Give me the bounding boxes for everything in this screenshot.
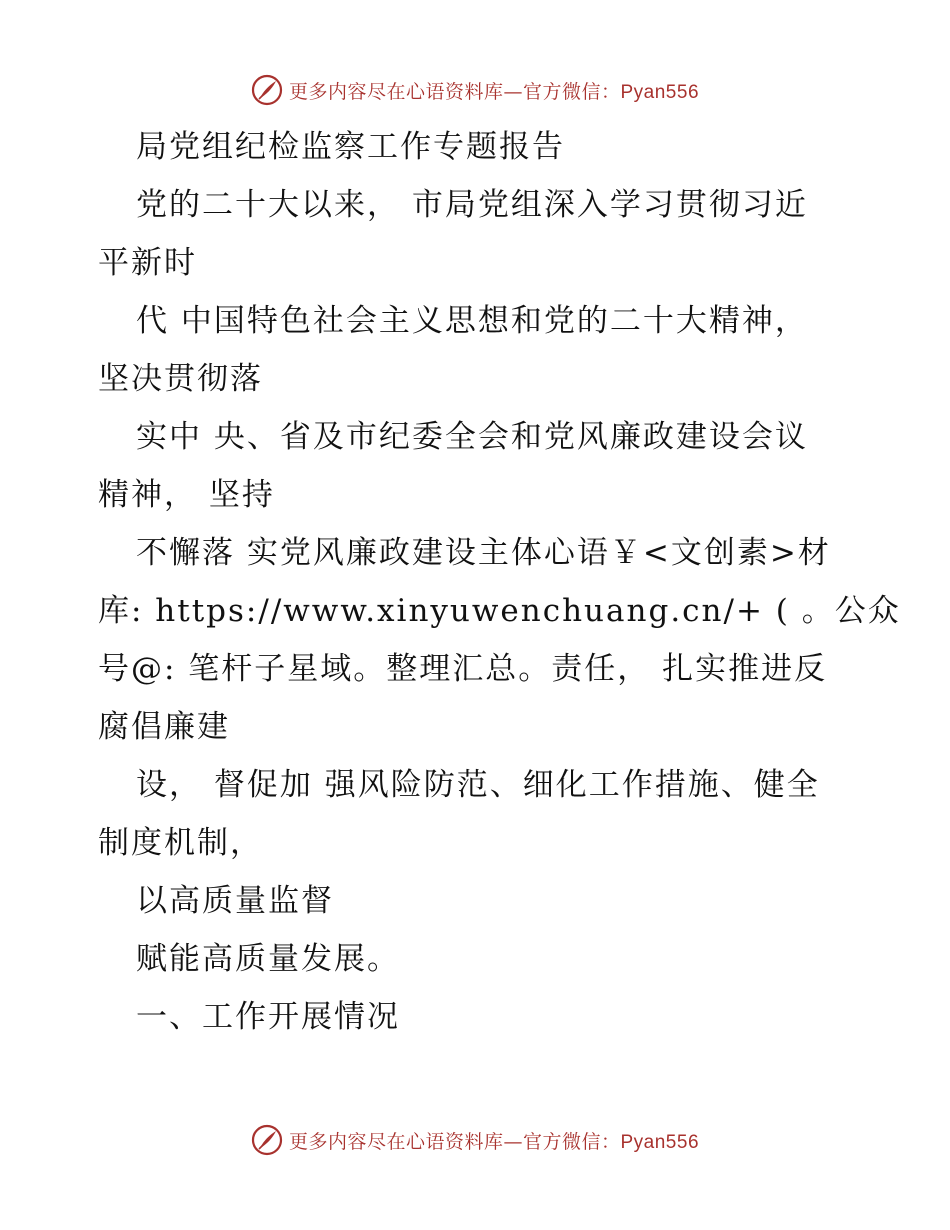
header-banner-text: 更多内容尽在心语资料库—官方微信：Pyan556 [288,80,700,103]
quill-logo-icon [251,1124,283,1156]
paragraph-line: 坚决贯彻落 [98,361,263,397]
paragraph-line: 精神， 坚持 [98,477,275,513]
document-body [98,118,901,1046]
quill-logo-icon [251,74,283,106]
document-title: 局党组纪检监察工作专题报告 [136,129,565,165]
paragraph-line: 腐倡廉建 [98,709,230,745]
footer-wechat-id: Pyan556 [620,1131,700,1153]
header-banner [0,70,950,110]
paragraph-line: 号@: 笔杆子星域。整理汇总。责任， 扎实推进反 [98,651,828,687]
footer-banner [0,1120,950,1160]
paragraph-line: 平新时 [98,245,197,281]
paragraph-line: 库: https://www.xinyuwenchuang.cn/+ ( 。公众 [98,593,901,629]
paragraph-line: 制度机制， [98,825,263,861]
footer-banner-text: 更多内容尽在心语资料库—官方微信：Pyan556 [288,1130,700,1153]
paragraph-line: 代 中国特色社会主义思想和党的二十大精神， [136,303,808,339]
paragraph-line: 党的二十大以来， 市局党组深入学习贯彻习近 [136,187,808,223]
section-heading: 一、工作开展情况 [136,999,400,1035]
paragraph-line: 设， 督促加 强风险防范、细化工作措施、健全 [136,767,820,803]
paragraph-line: 实中 央、省及市纪委全会和党风廉政建设会议 [136,419,808,455]
paragraph-line: 赋能高质量发展。 [136,941,400,977]
paragraph-line: 不懈落 实党风廉政建设主体心语￥<文创素>材 [136,535,831,571]
header-wechat-id: Pyan556 [620,81,700,103]
paragraph-line: 以高质量监督 [136,883,334,919]
